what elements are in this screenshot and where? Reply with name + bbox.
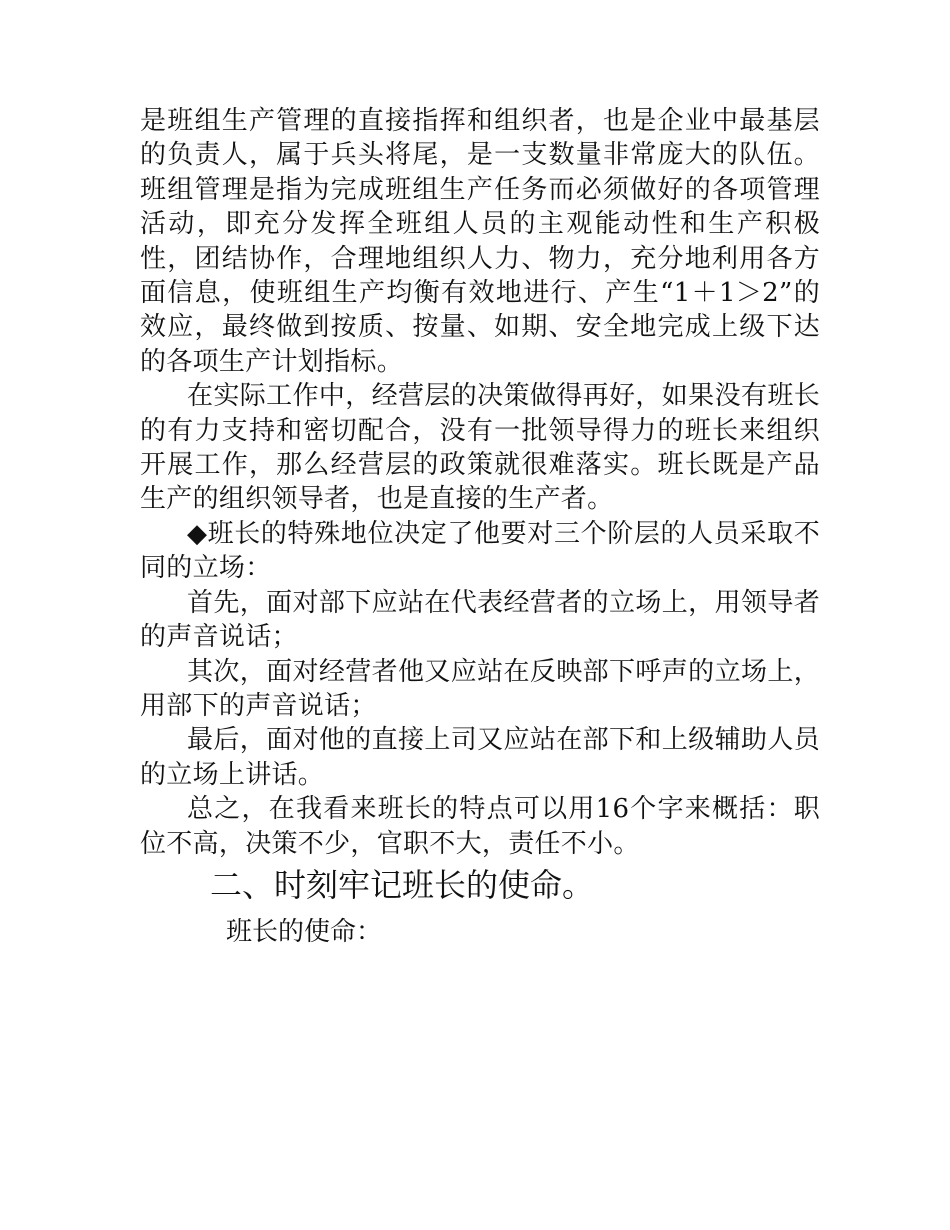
- document-page: [140, 104, 820, 949]
- section-heading: 二、时刻牢记班长的使命。: [210, 865, 595, 904]
- paragraph-last: 最后，面对他的直接上司又应站在部下和上级辅助人员的立场上讲话。: [140, 725, 820, 790]
- paragraph-decision: 在实际工作中，经营层的决策做得再好，如果没有班长的有力支持和密切配合，没有一批领导得力的班长来组织开展工作，那么经营层的政策就很难落实。班长既是产品生产的组织领导者，也是直接的生产者。: [140, 381, 820, 515]
- section-subheading: 班长的使命：: [226, 916, 383, 947]
- paragraph-first: 首先，面对部下应站在代表经营者的立场上，用领导者的声音说话；: [140, 587, 820, 653]
- paragraph-summary: 总之，在我看来班长的特点可以用16个字来概括：职位不高，决策不少，官职不大，责任不小。: [140, 794, 820, 859]
- paragraph-second: 其次，面对经营者他又应站在反映部下呼声的立场上，用部下的声音说话；: [140, 656, 820, 721]
- paragraph-intro: 是班组生产管理的直接指挥和组织者，也是企业中最基层的负责人，属于兵头将尾，是一支数量非常庞大的队伍。班组管理是指为完成班组生产任务而必须做好的各项管理活动，即充分发挥全班组人员的主观能动性和生产积极性，团结协作，合理地组织人力、物力，充分地利用各方面信息，使班组生产均衡有效地进行、产生“1＋1＞2”的效应，最终做到按质、按量、如期、安全地完成上级下达的各项生产计划指标。: [140, 106, 820, 377]
- paragraph-special-position: ◆班长的特殊地位决定了他要对三个阶层的人员采取不同的立场：: [140, 518, 820, 584]
